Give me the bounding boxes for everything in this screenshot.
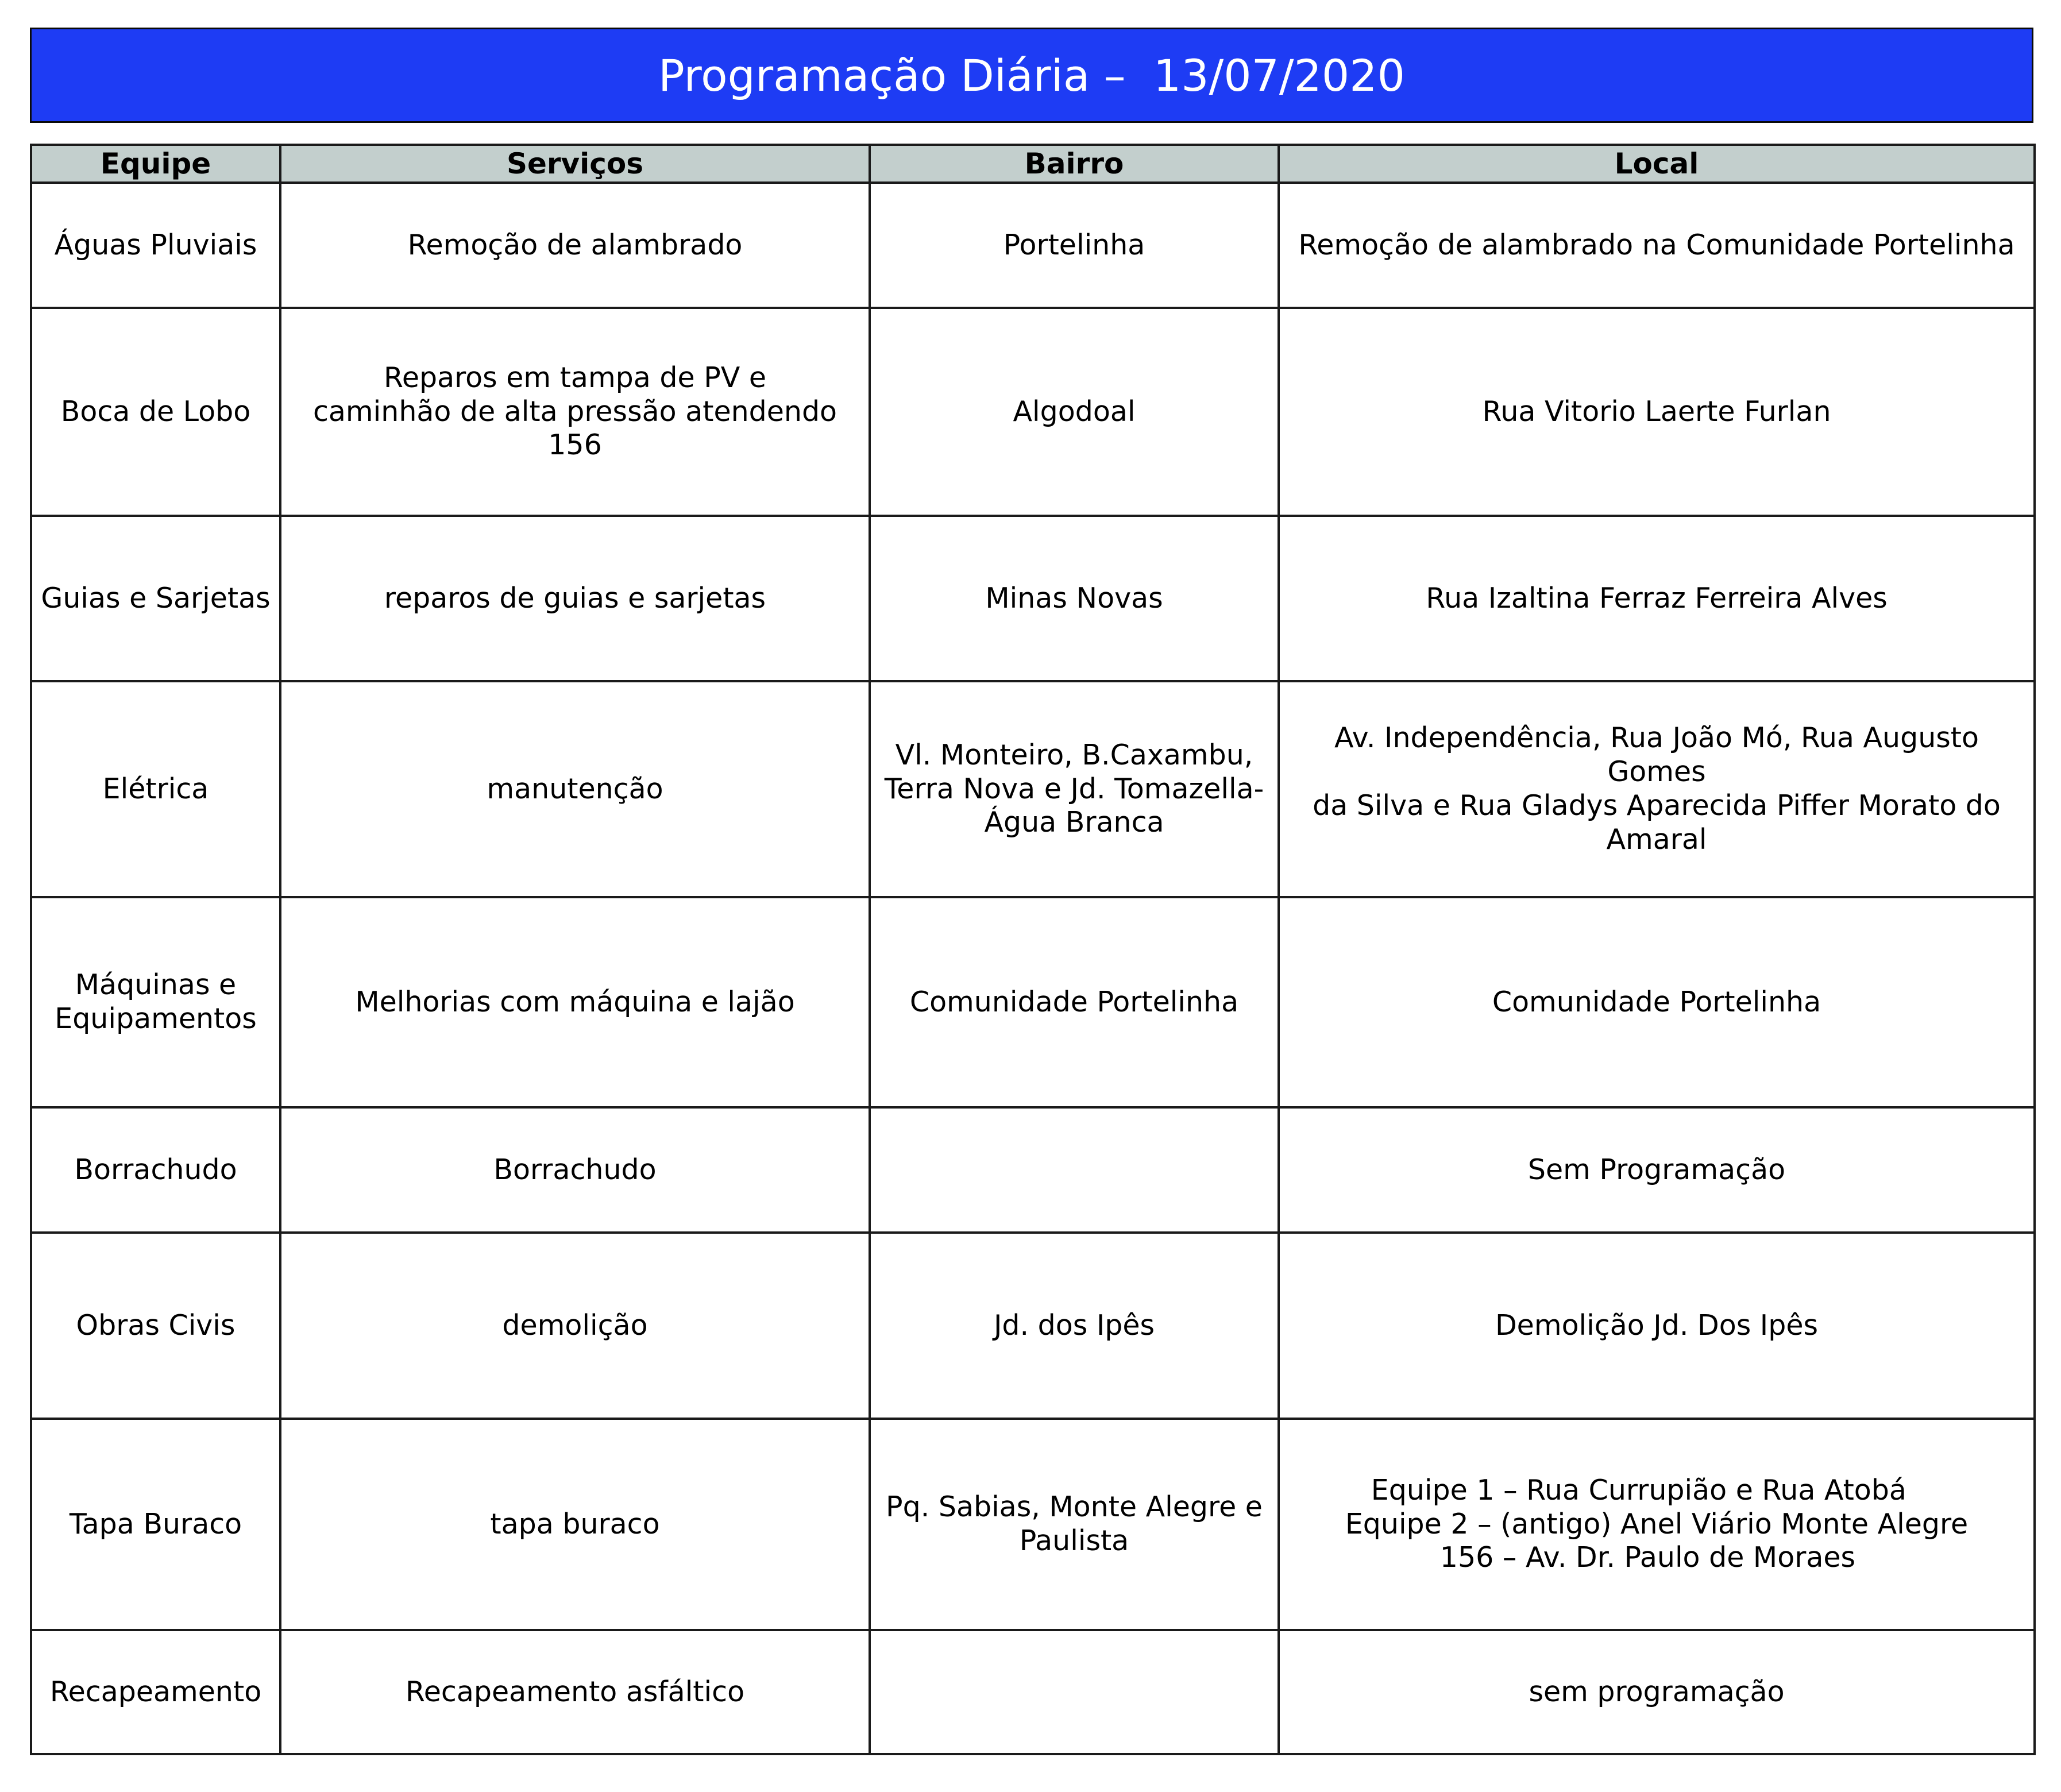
cell-bairro: Jd. dos Ipês [870, 1233, 1279, 1419]
table-row [31, 1233, 2035, 1419]
daily-schedule-table [30, 144, 2036, 1755]
cell-local: Rua Vitorio Laerte Furlan [1279, 308, 2035, 516]
table-row [31, 897, 2035, 1107]
cell-equipe: Máquinas e Equipamentos [31, 897, 280, 1107]
cell-bairro: Vl. Monteiro, B.Caxambu, Terra Nova e Jd. Tomazella- Água Branca [870, 681, 1279, 897]
column-header-bairro: Bairro [870, 145, 1279, 183]
table-row [31, 516, 2035, 681]
cell-servicos: reparos de guias e sarjetas [280, 516, 870, 681]
cell-servicos: tapa buraco [280, 1419, 870, 1630]
cell-bairro: Algodoal [870, 308, 1279, 516]
table-header-row [31, 145, 2035, 183]
cell-equipe: Borrachudo [31, 1107, 280, 1233]
cell-local: Sem Programação [1279, 1107, 2035, 1233]
cell-local: sem programação [1279, 1630, 2035, 1754]
cell-equipe: Recapeamento [31, 1630, 280, 1754]
cell-equipe: Tapa Buraco [31, 1419, 280, 1630]
cell-local: Comunidade Portelinha [1279, 897, 2035, 1107]
table-row [31, 1107, 2035, 1233]
table-row [31, 1419, 2035, 1630]
cell-servicos: manutenção [280, 681, 870, 897]
cell-local: Equipe 1 – Rua Currupião e Rua Atobá Equipe 2 – (antigo) Anel Viário Monte Alegre 156 – Av. Dr. Paulo de Moraes [1279, 1419, 2035, 1630]
cell-local: Rua Izaltina Ferraz Ferreira Alves [1279, 516, 2035, 681]
cell-bairro [870, 1630, 1279, 1754]
cell-bairro: Portelinha [870, 183, 1279, 308]
cell-servicos: Remoção de alambrado [280, 183, 870, 308]
cell-servicos: Borrachudo [280, 1107, 870, 1233]
table-row [31, 1630, 2035, 1754]
table-row [31, 308, 2035, 516]
cell-equipe: Obras Civis [31, 1233, 280, 1419]
cell-equipe: Águas Pluviais [31, 183, 280, 308]
cell-local: Av. Independência, Rua João Mó, Rua Augusto Gomes da Silva e Rua Gladys Aparecida Piffer Morato do Amaral [1279, 681, 2035, 897]
table-row [31, 681, 2035, 897]
cell-servicos: Recapeamento asfáltico [280, 1630, 870, 1754]
cell-equipe: Elétrica [31, 681, 280, 897]
cell-equipe: Guias e Sarjetas [31, 516, 280, 681]
cell-servicos: demolição [280, 1233, 870, 1419]
cell-bairro: Pq. Sabias, Monte Alegre e Paulista [870, 1419, 1279, 1630]
cell-local: Remoção de alambrado na Comunidade Portelinha [1279, 183, 2035, 308]
cell-servicos: Reparos em tampa de PV e caminhão de alta pressão atendendo 156 [280, 308, 870, 516]
table-row [31, 183, 2035, 308]
cell-equipe: Boca de Lobo [31, 308, 280, 516]
cell-bairro: Comunidade Portelinha [870, 897, 1279, 1107]
cell-servicos: Melhorias com máquina e lajão [280, 897, 870, 1107]
cell-local: Demolição Jd. Dos Ipês [1279, 1233, 2035, 1419]
column-header-local: Local [1279, 145, 2035, 183]
page-title: Programação Diária – 13/07/2020 [30, 28, 2033, 123]
column-header-equipe: Equipe [31, 145, 280, 183]
cell-bairro: Minas Novas [870, 516, 1279, 681]
column-header-servicos: Serviços [280, 145, 870, 183]
cell-bairro [870, 1107, 1279, 1233]
